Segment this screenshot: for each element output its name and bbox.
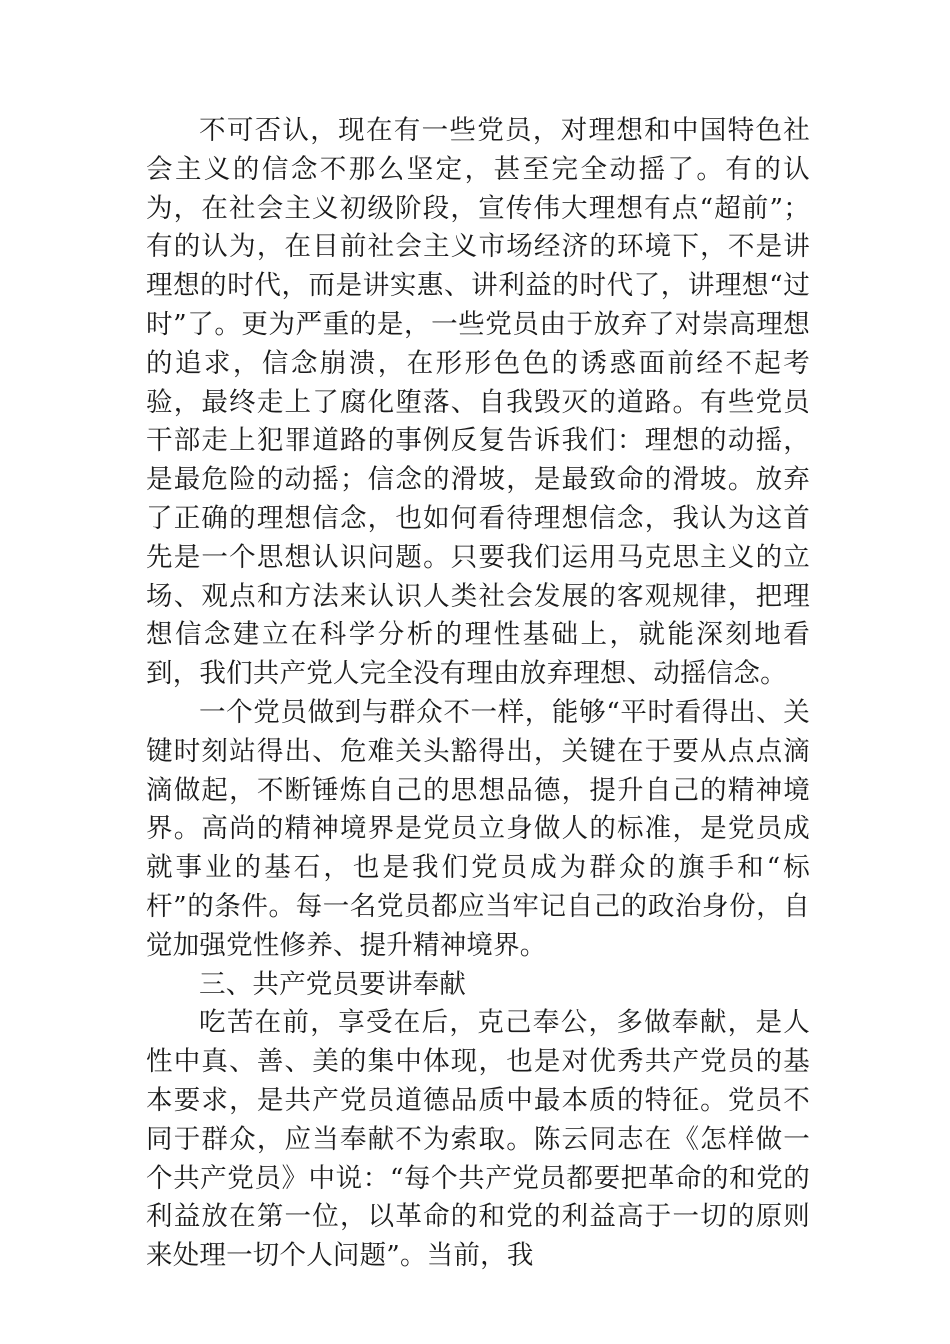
paragraph-spiritual-realm: 一个党员做到与群众不一样，能够“平时看得出、关键时刻站得出、危难关头豁得出，关键在于要从点点滴滴做起，不断锤炼自己的思想品德，提升自己的精神境界。高尚的精神境界是党员立身做人的标准，是党员成就事业的基石，也是我们党员成为群众的旗手和“标杆”的条件。每一名党员都应当牢记自己的政治身份，自觉加强党性修养、提升精神境界。 [146,696,810,961]
document-page [146,112,810,1276]
paragraph-ideals-faith: 不可否认，现在有一些党员，对理想和中国特色社会主义的信念不那么坚定，甚至完全动摇了。有的认为，在社会主义初级阶段，宣传伟大理想有点“超前”；有的认为，在目前社会主义市场经济的环境下，不是讲理想的时代，而是讲实惠、讲利益的时代了，讲理想“过时”了。更为严重的是，一些党员由于放弃了对崇高理想的追求，信念崩溃，在形形色色的诱惑面前经不起考验，最终走上了腐化堕落、自我毁灭的道路。有些党员干部走上犯罪道路的事例反复告诉我们：理想的动摇，是最危险的动摇；信念的滑坡，是最致命的滑坡。放弃了正确的理想信念，也如何看待理想信念，我认为这首先是一个思想认识问题。只要我们运用马克思主义的立场、观点和方法来认识人类社会发展的客观规律，把理想信念建立在科学分析的理性基础上，就能深刻地看到，我们共产党人完全没有理由放弃理想、动摇信念。 [146,115,810,690]
paragraph-dedication: 吃苦在前，享受在后，克己奉公，多做奉献，是人性中真、善、美的集中体现，也是对优秀共产党员的基本要求，是共产党员道德品质中最本质的特征。党员不同于群众，应当奉献不为索取。陈云同志在《怎样做一个共产党员》中说：“每个共产党员都要把革命的和党的利益放在第一位，以革命的和党的利益高于一切的原则来处理一切个人问题”。当前，我 [146,1007,810,1272]
section-heading: 三、共产党员要讲奉献 [199,968,466,1000]
